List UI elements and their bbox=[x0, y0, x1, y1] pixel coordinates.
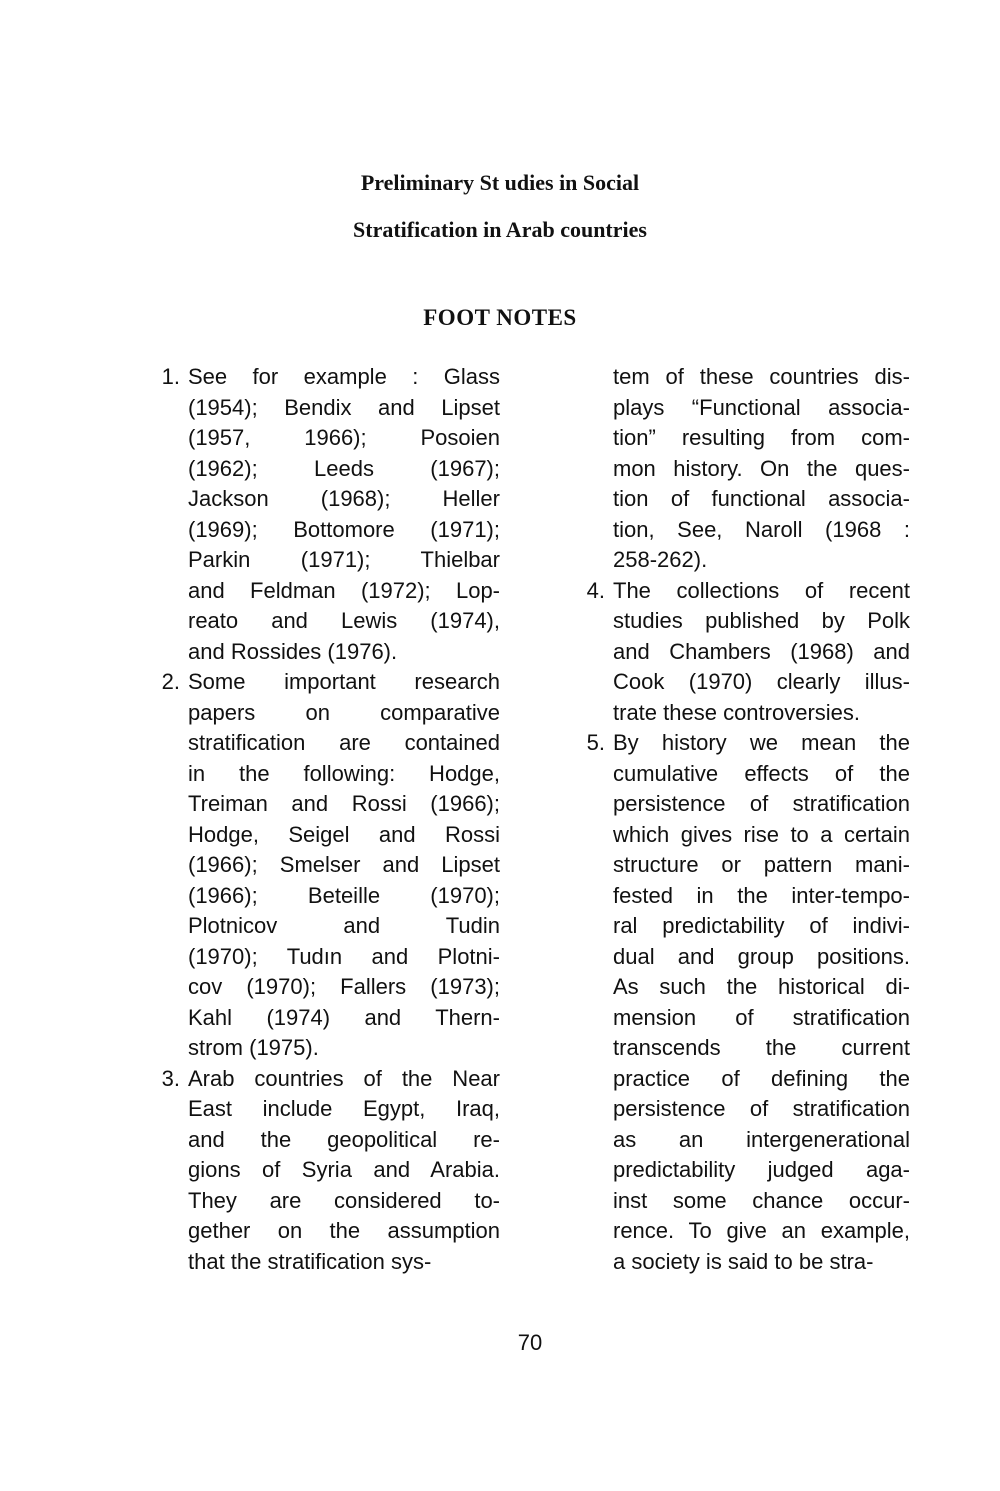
footnote-line: cov (1970); Fallers (1973); bbox=[188, 974, 500, 999]
footnote-line: The collections of recent bbox=[613, 577, 910, 603]
footnote-line: (1966); Smelser and Lipset bbox=[188, 852, 500, 877]
footnote-line: (1966); Beteille (1970); bbox=[188, 882, 500, 908]
footnote-line: and Rossides (1976). bbox=[188, 638, 398, 664]
footnote-line: practice of defining the bbox=[613, 1065, 910, 1091]
footnote-number: 2. bbox=[161, 669, 180, 694]
footnote-line: strom (1975). bbox=[188, 1035, 319, 1060]
footnote-line: and Feldman (1972); Lop- bbox=[188, 577, 500, 603]
footnote-line: and the geopolitical re- bbox=[188, 1126, 500, 1152]
footnote-line: inst some chance occur- bbox=[613, 1187, 910, 1213]
footnote bbox=[565, 576, 910, 729]
footnote-line: Arab countries of the Near bbox=[188, 1065, 500, 1091]
footnote-line: and Chambers (1968) and bbox=[613, 638, 910, 664]
footnote-line: (1970); Tudın and Plotni- bbox=[188, 943, 500, 969]
footnote bbox=[140, 362, 500, 667]
footnote-line: reato and Lewis (1974), bbox=[188, 608, 500, 633]
footnote-line: transcends the current bbox=[613, 1035, 910, 1060]
footnote-line: rence. To give an example, bbox=[613, 1218, 910, 1243]
footnote-line: Parkin (1971); Thielbar bbox=[188, 547, 500, 572]
footnote-line: trate these controversies. bbox=[613, 699, 861, 725]
footnote-line: tion of functional associa- bbox=[613, 486, 910, 511]
footnote-line: Treiman and Rossi (1966); bbox=[188, 791, 500, 816]
footnote-line: mon history. On the ques- bbox=[613, 455, 910, 481]
footnote-line: (1954); Bendix and Lipset bbox=[188, 394, 500, 420]
footnote-line: predictability judged aga- bbox=[613, 1157, 910, 1182]
footnote-line: stratification are contained bbox=[188, 730, 500, 755]
footnote-line: tion” resulting from com- bbox=[613, 425, 910, 450]
section-title: FOOT NOTES bbox=[423, 305, 577, 330]
footnote-line: Some important research bbox=[188, 669, 500, 694]
footnote-line: dual and group positions. bbox=[613, 943, 910, 969]
footnote-line: a society is said to be stra- bbox=[613, 1248, 874, 1274]
footnote-line: tem of these countries dis- bbox=[613, 364, 910, 389]
header-title-line-2: Stratification in Arab countries bbox=[353, 217, 647, 242]
footnote-line: Cook (1970) clearly illus- bbox=[613, 669, 910, 694]
footnote-line: By history we mean the bbox=[613, 730, 910, 755]
footnote-line: fested in the inter-tempo- bbox=[613, 882, 910, 908]
footnote-line: plays “Functional associa- bbox=[613, 394, 910, 420]
footnote-number: 3. bbox=[161, 1065, 180, 1091]
footnote-line: tion, See, Naroll (1968 : bbox=[613, 516, 910, 542]
footnote-number: 5. bbox=[586, 730, 605, 755]
footnote-line: Hodge, Seigel and Rossi bbox=[188, 821, 500, 847]
footnote-line: studies published by Polk bbox=[613, 608, 910, 633]
footnote-line: 258-262). bbox=[613, 547, 708, 572]
footnote-line: which gives rise to a certain bbox=[613, 821, 910, 847]
footnote-line: persistence of stratification bbox=[613, 1096, 910, 1121]
footnote-line: mension of stratification bbox=[613, 1004, 910, 1030]
footnote bbox=[565, 728, 910, 1277]
footnote-line: cumulative effects of the bbox=[613, 760, 910, 786]
footnote-line: As such the historical di- bbox=[613, 974, 910, 999]
left-column bbox=[140, 362, 500, 1277]
footnote-line: (1957, 1966); Posoien bbox=[188, 425, 500, 450]
footnote-line: ral predictability of indivi- bbox=[613, 913, 910, 938]
footnote-line: structure or pattern mani- bbox=[613, 852, 910, 877]
footnote-line: that the stratification sys- bbox=[188, 1248, 432, 1274]
footnote-number: 1. bbox=[161, 364, 180, 389]
footnote-line: in the following: Hodge, bbox=[188, 760, 500, 786]
footnote-line: Plotnicov and Tudin bbox=[188, 913, 500, 938]
footnote-line: See for example : Glass bbox=[188, 364, 500, 389]
footnote-line: Jackson (1968); Heller bbox=[188, 486, 500, 511]
footnote bbox=[140, 667, 500, 1064]
page-number: 70 bbox=[517, 1330, 543, 1355]
header-title-line-1: Preliminary St udies in Social bbox=[360, 170, 640, 195]
footnote-line: Kahl (1974) and Thern- bbox=[188, 1004, 500, 1030]
footnote-line: East include Egypt, Iraq, bbox=[188, 1096, 500, 1121]
right-column bbox=[565, 362, 910, 1277]
footnote-number: 4. bbox=[586, 577, 605, 603]
footnote-line: gions of Syria and Arabia. bbox=[188, 1157, 500, 1182]
footnote-line: as an intergenerational bbox=[613, 1126, 910, 1152]
footnote-line: (1969); Bottomore (1971); bbox=[188, 516, 500, 542]
footnote-line: papers on comparative bbox=[188, 699, 500, 725]
footnote-line: (1962); Leeds (1967); bbox=[188, 455, 500, 481]
footnote bbox=[140, 1064, 500, 1278]
footnote-line: persistence of stratification bbox=[613, 791, 910, 816]
footnote-line: gether on the assumption bbox=[188, 1218, 500, 1243]
footnote-continuation bbox=[565, 362, 910, 576]
footnote-line: They are considered to- bbox=[188, 1187, 500, 1213]
